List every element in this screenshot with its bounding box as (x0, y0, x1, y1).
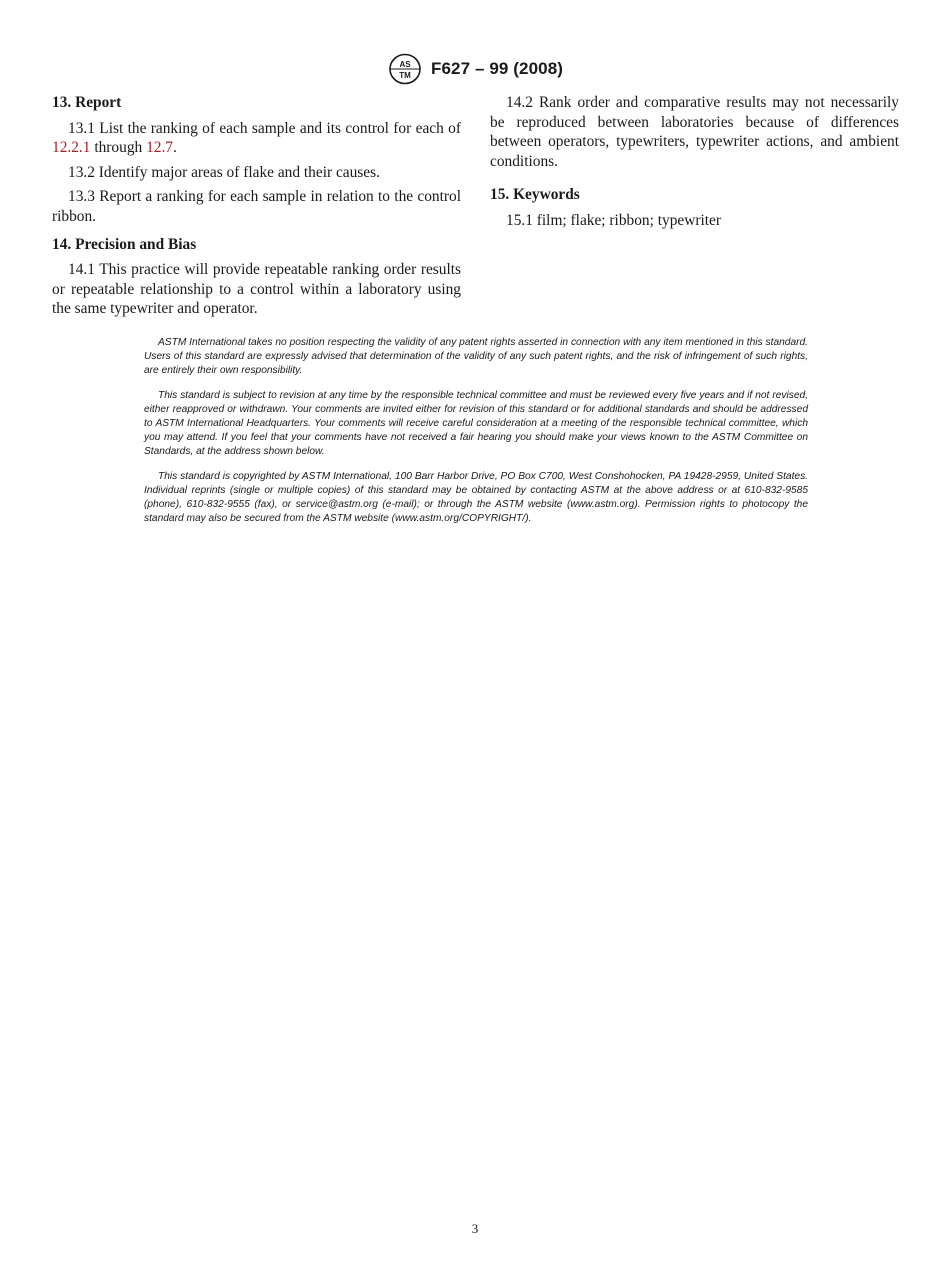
section-14-heading: 14. Precision and Bias (52, 235, 197, 253)
section-13-heading: 13. Report (52, 94, 122, 111)
section-15-heading: 15. Keywords (490, 186, 580, 204)
paragraph-15-1: 15.1 film; flake; ribbon; typewriter (506, 211, 721, 229)
svg-text:TM: TM (399, 71, 411, 80)
paragraph-13-2: 13.2 Identify major areas of flake and their causes. (68, 163, 380, 181)
patent-notice: ASTM International takes no position respecting the validity of any patent rights asserted in connection with any item mentioned in this standard. Users of this standard are expressly advised that determination of the validity of any such patent rights, and the risk of infringement of such rights, are entirely their own responsibility. (144, 337, 808, 376)
left-column (52, 93, 461, 327)
revision-notice: This standard is subject to revision at any time by the responsible technical committee and must be reviewed every five years and if not revised, either reapproved or withdrawn. Your comments are invited either for revision of this standard or for additional standards and should be addressed to ASTM International Headquarters. Your comments will receive careful consideration at a meeting of the responsible technical committee, which you may attend. If you feel that your comments have not received a fair hearing you should make your views known to the ASTM Committee on Standards, at the address shown below. (144, 390, 808, 457)
svg-text:AS: AS (399, 60, 411, 69)
right-column (490, 93, 899, 239)
document-designation: F627 – 99 (2008) (430, 59, 564, 78)
section-14-precision-bias (52, 235, 461, 319)
paragraph-13-1-text: 13.1 List the ranking of each sample and its control for each of (68, 119, 461, 137)
reference-link-12-7[interactable]: 12.7 (146, 139, 173, 157)
paragraph-14-1: 14.1 This practice will provide repeatable ranking order results or repeatable relationship to a control within a laboratory using the same typewriter and operator. (52, 261, 461, 318)
paragraph-14-2: 14.2 Rank order and comparative results may not necessarily be reproduced between laboratories because of differences between operators, typewriters, typewriter actions, and ambient conditions. (490, 94, 899, 170)
paragraph-13-1-end: . (173, 139, 177, 157)
section-15-keywords (490, 185, 899, 230)
reference-link-12-2-1[interactable]: 12.2.1 (52, 139, 91, 157)
page-number: 3 (471, 1221, 479, 1236)
paragraph-13-1 (52, 119, 461, 158)
paragraph-13-1-through: through (90, 139, 147, 157)
astm-legal-notice (144, 336, 808, 538)
section-13-report (52, 93, 461, 227)
copyright-notice: This standard is copyrighted by ASTM International, 100 Barr Harbor Drive, PO Box C700, West Conshohocken, PA 19428-2959, United States. Individual reprints (single or multiple copies) of this standard may be obtained by contacting ASTM at the above address or at 610-832-9585 (phone), 610-832-9555 (fax), or service@astm.org (e-mail); or through the ASTM website (www.astm.org). Permission rights to photocopy the standard may also be secured from the ASTM website (www.astm.org/COPYRIGHT/). (144, 471, 808, 524)
astm-logo-icon (387, 53, 423, 85)
paragraph-13-3: 13.3 Report a ranking for each sample in relation to the control ribbon. (52, 188, 461, 225)
section-14-continued (490, 93, 899, 171)
page-header (0, 52, 950, 86)
